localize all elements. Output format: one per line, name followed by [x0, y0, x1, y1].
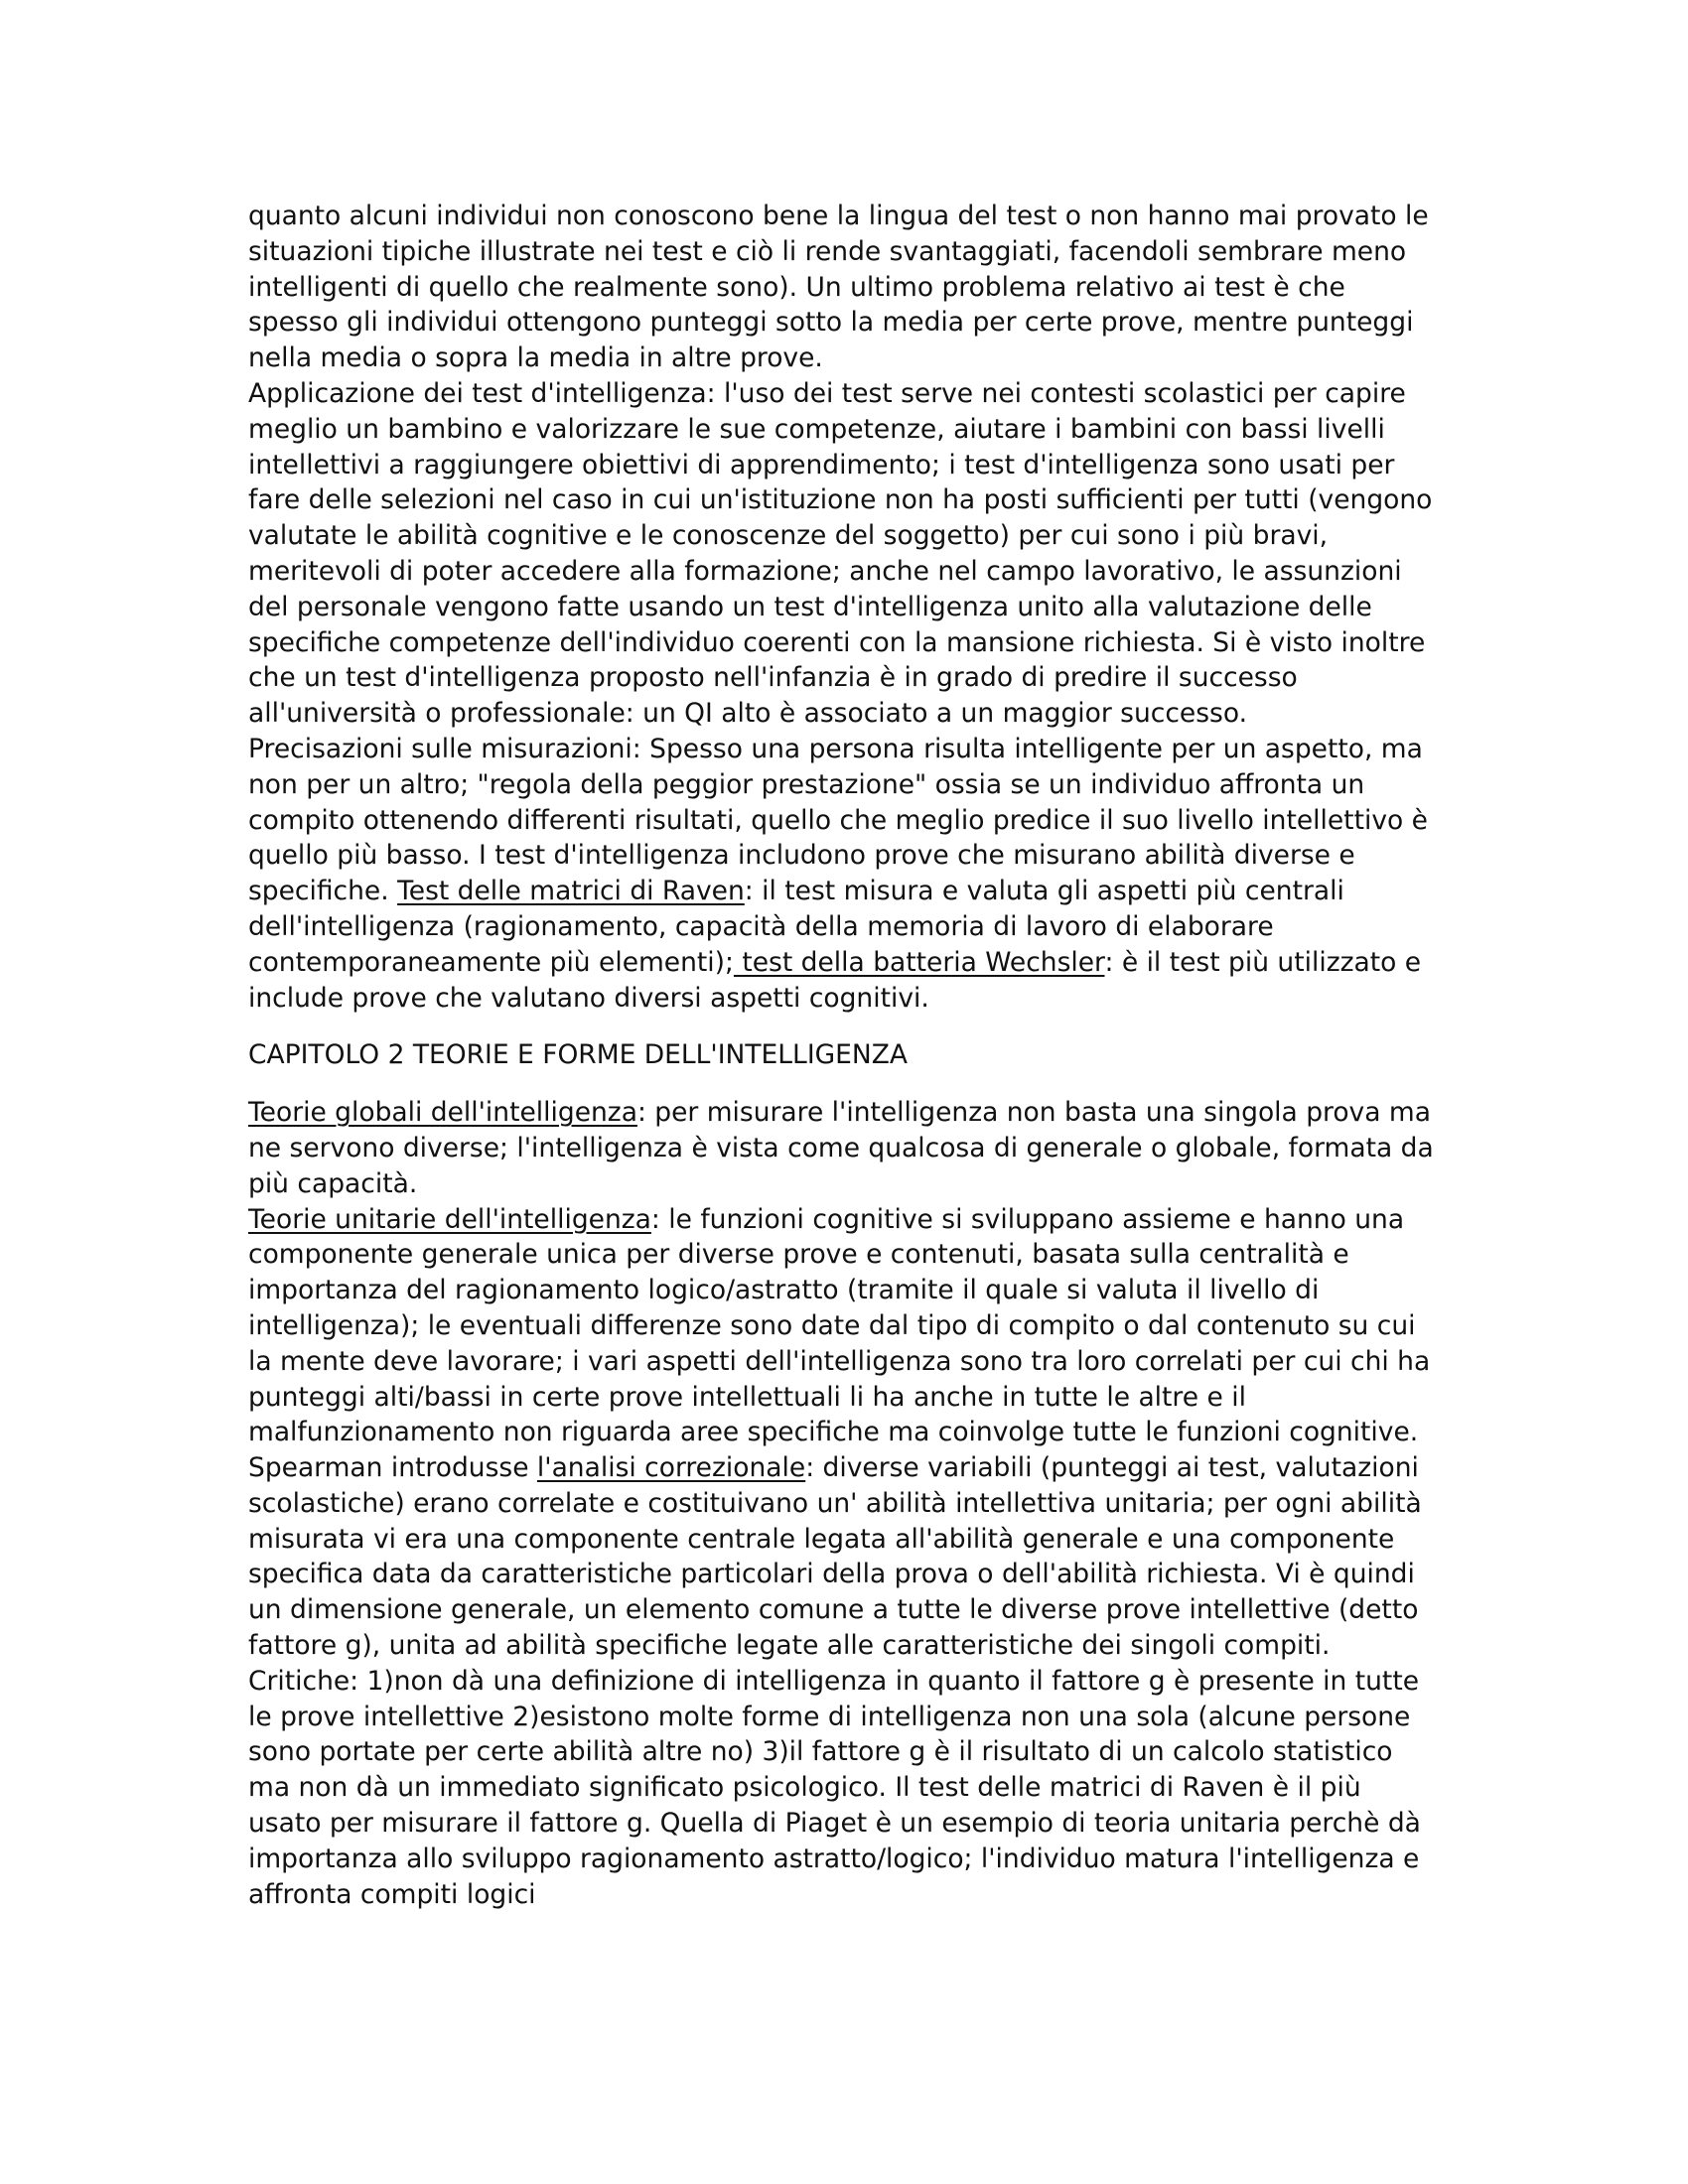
paragraph-text: : per misurare l'intelligenza non basta una singola prova ma ne servono diverse; l'intelligenza è vista come qualcosa di generale o globale, formata da più capacità.	[248, 1097, 1434, 1199]
paragraph-test-bias	[248, 199, 1440, 376]
underlined-term-global-theories: Teorie globali dell'intelligenza	[248, 1097, 637, 1129]
paragraph-text: quanto alcuni individui non conoscono bene la lingua del test o non hanno mai provato le situazioni tipiche illustrate nei test e ciò li rende svantaggiati, facendoli sembrare meno intelligenti di quello che realmente sono). Un ultimo problema relativo ai test è che spesso gli individui ottengono punteggi sotto la media per certe prove, mentre punteggi nella media o sopra la media in altre prove.	[248, 201, 1429, 374]
document-page	[248, 199, 1440, 1912]
paragraph-measurement-notes	[248, 732, 1440, 1016]
underlined-term-unitary-theories: Teorie unitarie dell'intelligenza	[248, 1203, 651, 1235]
paragraph-text: : il test misura e valuta gli aspetti più centrali dell'intelligenza (ragionamento, capacità della memoria di lavoro di elaborare contemporaneamente più elementi);	[248, 876, 1344, 978]
chapter-heading: CAPITOLO 2 TEORIE E FORME DELL'INTELLIGENZA	[248, 1039, 909, 1071]
paragraph-unitary-theories	[248, 1202, 1440, 1913]
paragraph-text: : diverse variabili (punteggi ai test, valutazioni scolastiche) erano correlate e costituivano un' abilità intellettiva unitaria; per ogni abilità misurata vi era una componente centrale legata all'abilità generale e una componente specifica data da caratteristiche particolari della prova o dell'abilità richiesta. Vi è quindi un dimensione generale, un elemento comune a tutte le diverse prove intellettive (detto fattore g), unita ad abilità specifiche legate alle caratteristiche dei singoli compiti. Critiche: 1)non dà una definizione di intelligenza in quanto il fattore g è presente in tutte le prove intellettive 2)esistono molte forme di intelligenza non una sola (alcune persone sono portate per certe abilità altre no) 3)il fattore g è il risultato di un calcolo statistico ma non dà un immediato significato psicologico. Il test delle matrici di Raven è il più usato per misurare il fattore g. Quella di Piaget è un esempio di teoria unitaria perchè dà importanza allo sviluppo ragionamento astratto/logico; l'individuo matura l'intelligenza e affronta compiti logici	[248, 1452, 1422, 1910]
underlined-term-wechsler: test della batteria Wechsler	[733, 946, 1105, 978]
underlined-term-correlational-analysis: l'analisi correzionale	[536, 1452, 806, 1484]
paragraph-text: : è il test più utilizzato e include prove che valutano diversi aspetti cognitivi.	[248, 946, 1422, 1014]
paragraph-text: Applicazione dei test d'intelligenza: l'uso dei test serve nei contesti scolastici per capire meglio un bambino e valorizzare le sue competenze, aiutare i bambini con bassi livelli intellettivi a raggiungere obiettivi di apprendimento; i test d'intelligenza sono usati per fare delle selezioni nel caso in cui un'istituzione non ha posti sufficienti per tutti (vengono valutate le abilità cognitive e le conoscenze del soggetto) per cui sono i più bravi, meritevoli di poter accedere alla formazione; anche nel campo lavorativo, le assunzioni del personale vengono fatte usando un test d'intelligenza unito alla valutazione delle specifiche competenze dell'individuo coerenti con la mansione richiesta. Si è visto inoltre che un test d'intelligenza proposto nell'infanzia è in grado di predire il successo all'università o professionale: un QI alto è associato a un maggior successo.	[248, 377, 1433, 730]
paragraph-global-theories	[248, 1095, 1440, 1201]
paragraph-test-application	[248, 376, 1440, 732]
paragraph-text: Precisazioni sulle misurazioni: Spesso una persona risulta intelligente per un aspetto, ma non per un altro; "regola della peggior prestazione" ossia se un individuo affronta un compito ottenendo differenti risultati, quello che meglio predice il suo livello intellettivo è quello più basso. I test d'intelligenza includono prove che misurano abilità diverse e specifiche.	[248, 733, 1428, 907]
underlined-term-raven: Test delle matrici di Raven	[397, 876, 745, 907]
paragraph-text: : le funzioni cognitive si sviluppano assieme e hanno una componente generale unica per diverse prove e contenuti, basata sulla centralità e importanza del ragionamento logico/astratto (tramite il quale si valuta il livello di intelligenza); le eventuali differenze sono date dal tipo di compito o dal contenuto su cui la mente deve lavorare; i vari aspetti dell'intelligenza sono tra loro correlati per cui chi ha punteggi alti/bassi in certe prove intellettuali li ha anche in tutte le altre e il malfunzionamento non riguarda aree specifiche ma coinvolge tutte le funzioni cognitive. Spearman introdusse	[248, 1203, 1431, 1484]
